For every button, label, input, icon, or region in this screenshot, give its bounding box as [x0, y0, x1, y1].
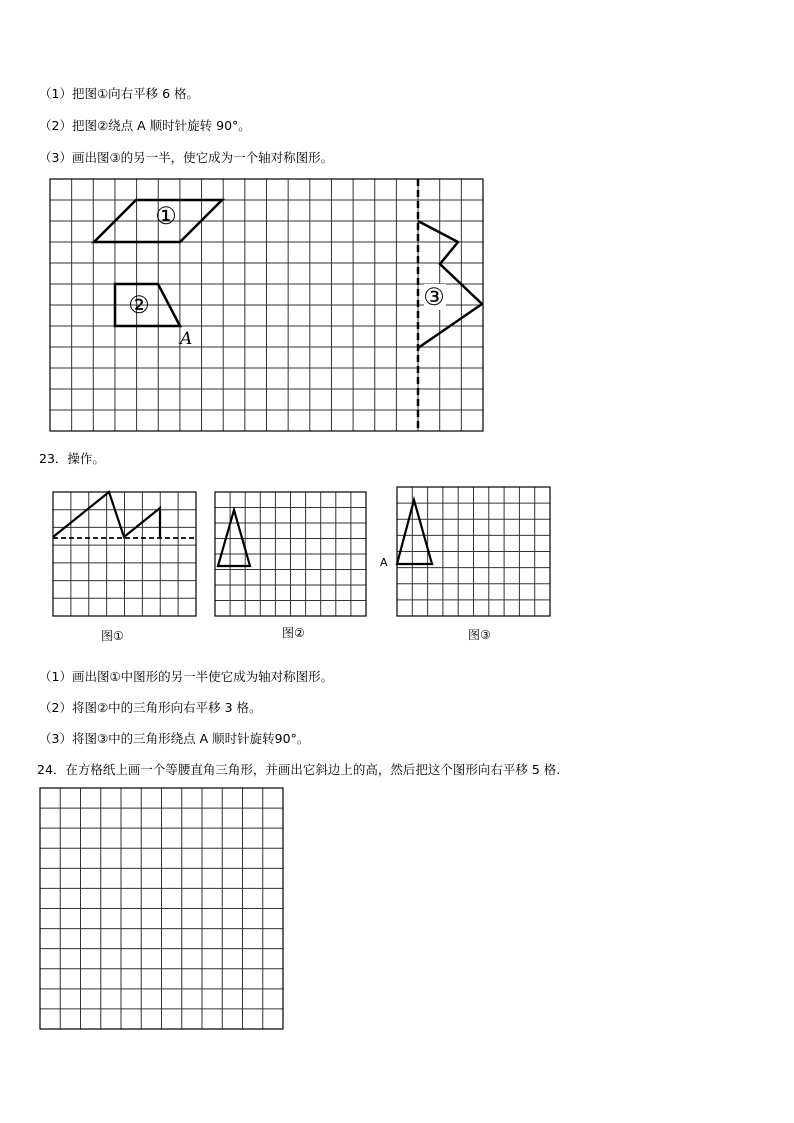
shape-1-label: ① [155, 202, 177, 230]
q23-figure-2 [214, 490, 368, 618]
q22-grid-figure [48, 176, 488, 434]
point-a-label: A [180, 329, 193, 349]
q23-figure-3 [396, 486, 552, 618]
caption-fig-2: 图② [282, 626, 305, 640]
shape-3-label: ③ [423, 283, 445, 311]
q23-item-2: （2）将图②中的三角形向右平移 3 格。 [39, 700, 262, 715]
q23-figure-1 [52, 490, 198, 618]
q23-item-3: （3）将图③中的三角形绕点 A 顺时针旋转90°。 [39, 731, 310, 746]
fig3-triangle [397, 500, 432, 564]
q22-item-3: （3）画出图③的另一半，使它成为一个轴对称图形。 [39, 150, 334, 165]
q23-item-1: （1）画出图①中图形的另一半使它成为轴对称图形。 [39, 669, 334, 684]
caption-fig-1: 图① [101, 629, 124, 643]
shape-2-label: ② [128, 291, 150, 319]
caption-fig-3: 图③ [468, 628, 491, 642]
q23-title: 23．操作。 [39, 451, 105, 466]
q22-item-2: （2）把图②绕点 A 顺时针旋转 90°。 [39, 118, 251, 133]
q24-grid-figure [38, 786, 286, 1032]
q24-title: 24．在方格纸上画一个等腰直角三角形，并画出它斜边上的高，然后把这个图形向右平移 5 格. [37, 762, 561, 777]
q22-item-1: （1）把图①向右平移 6 格。 [39, 86, 200, 101]
fig3-point-a-label: A [380, 556, 388, 569]
